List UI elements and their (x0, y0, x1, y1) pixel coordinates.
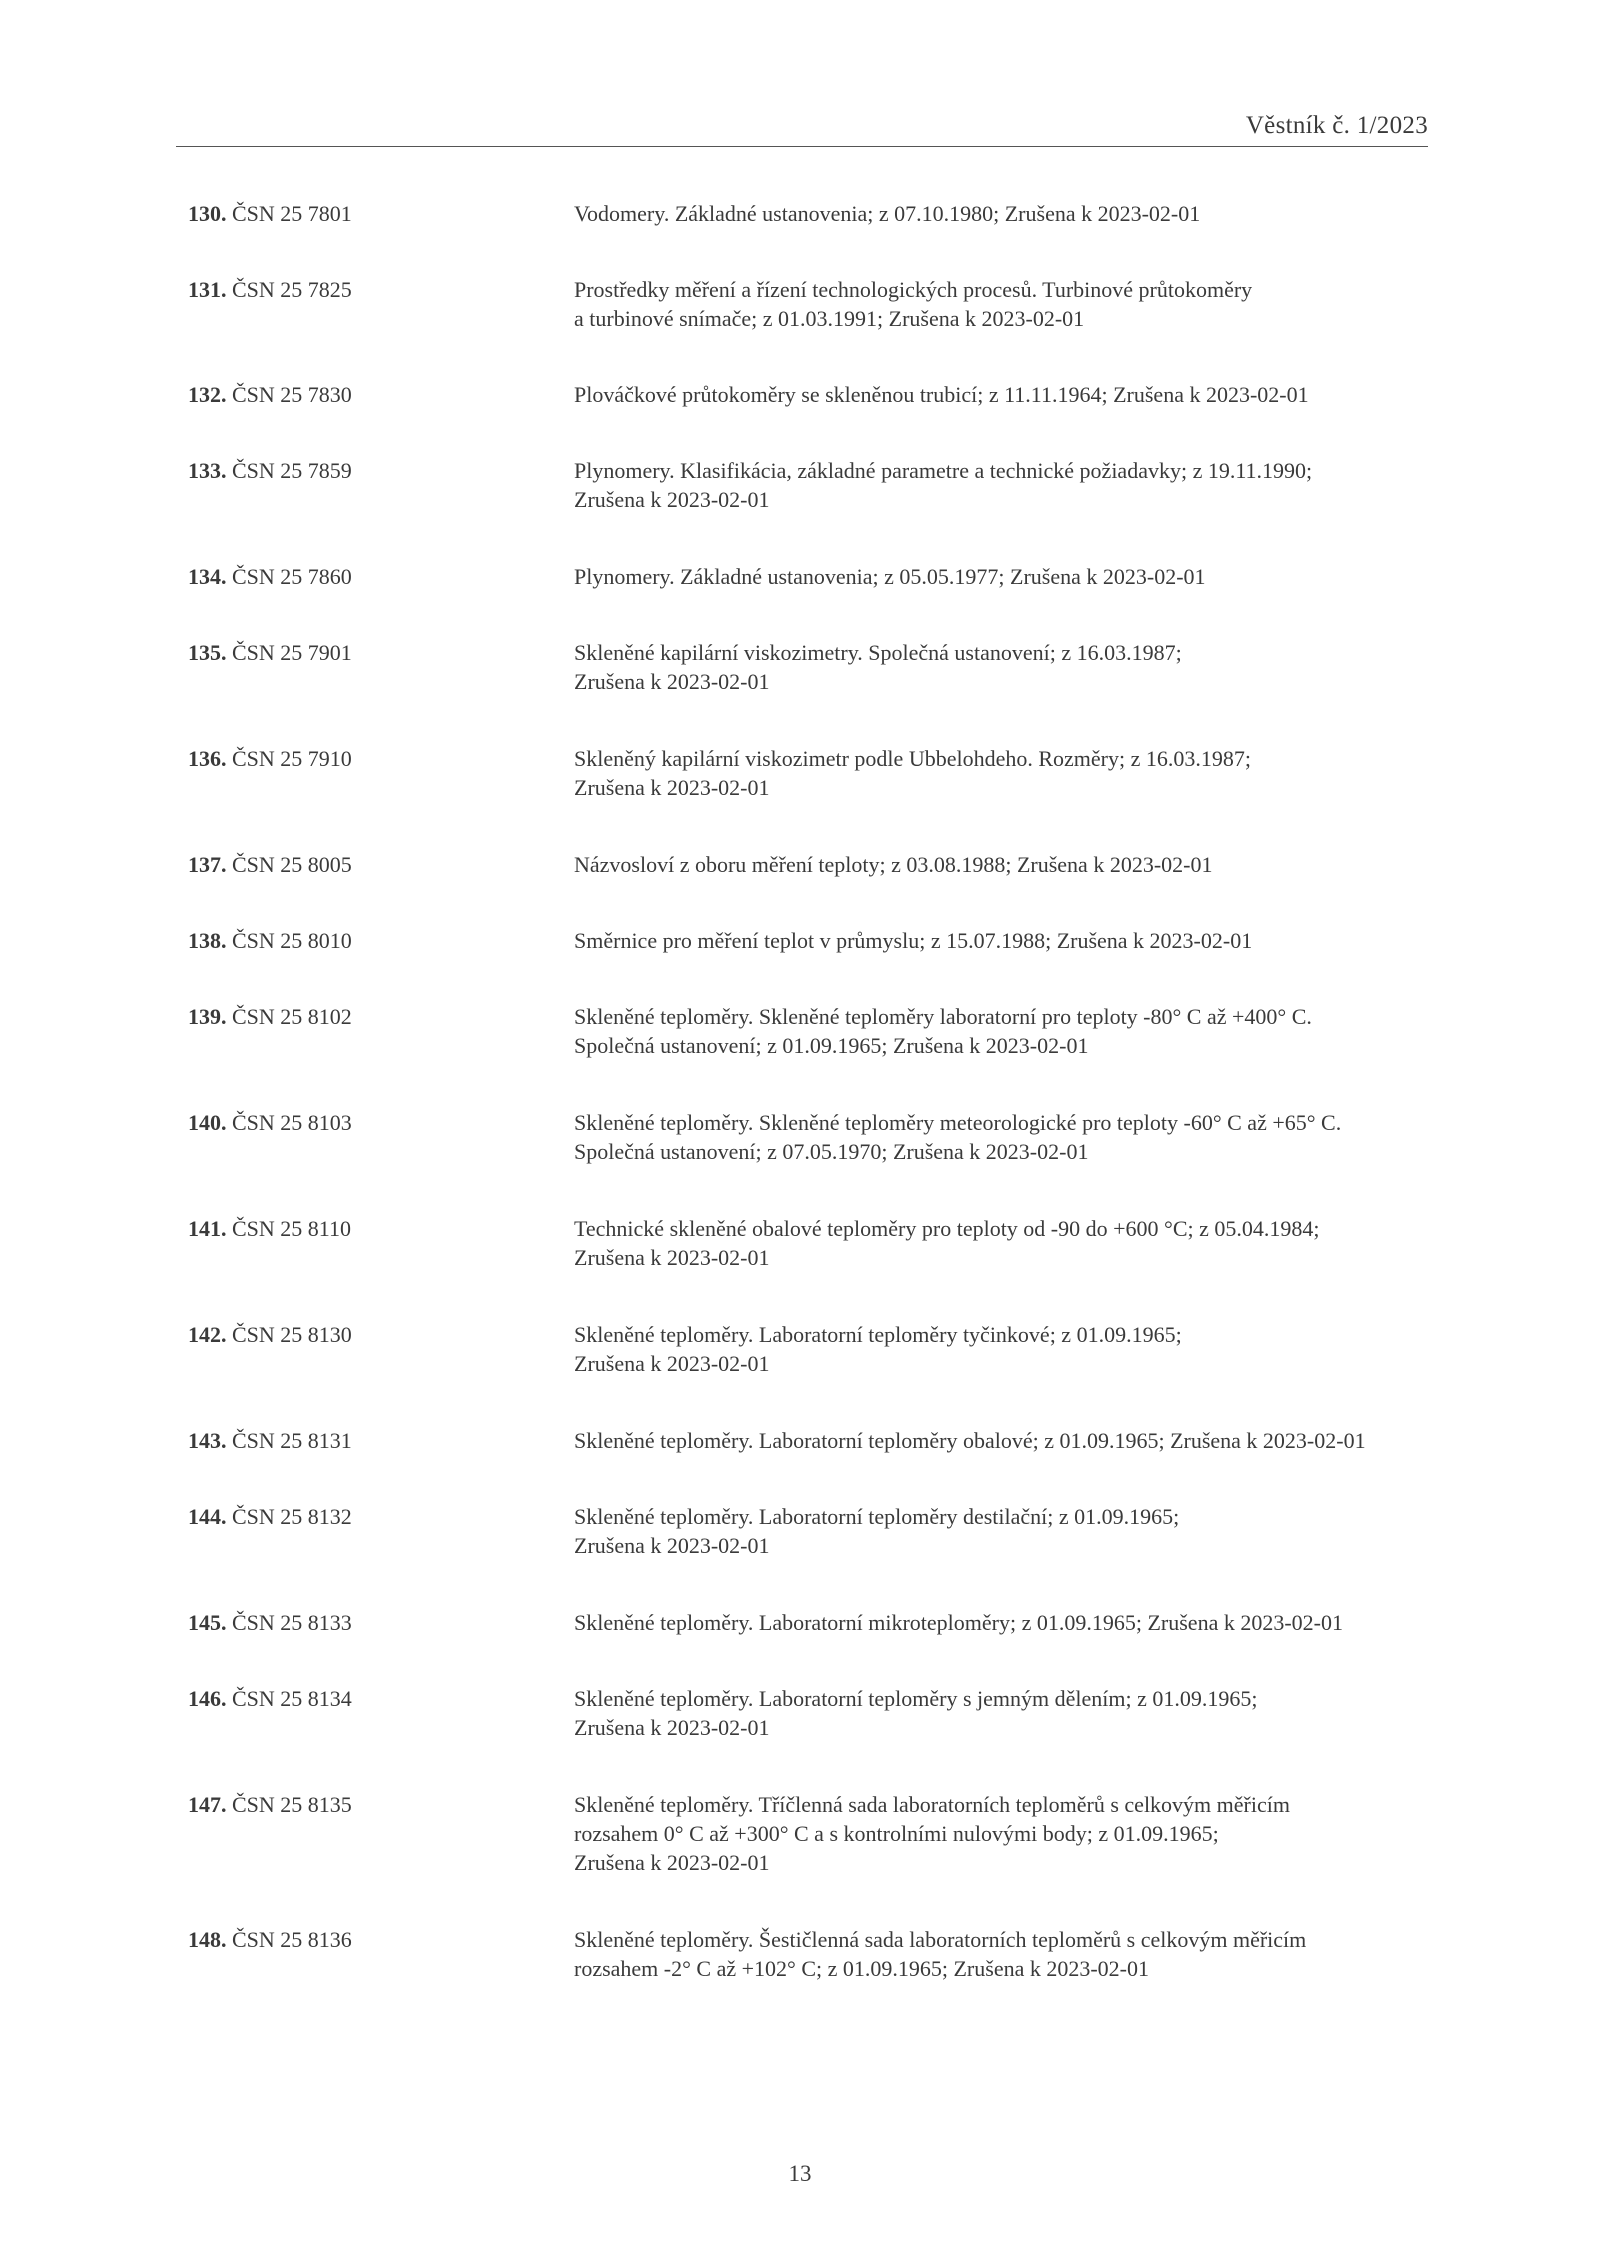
entry-number (188, 1426, 352, 1455)
standard-code: ČSN 25 8130 (232, 1322, 352, 1347)
standard-code: ČSN 25 7825 (232, 277, 352, 302)
description-line: Skleněné teploměry. Šestičlenná sada laboratorních teploměrů s celkovým měřicím (574, 1927, 1307, 1952)
description-line: Společná ustanovení; z 01.09.1965; Zrušena k 2023-02-01 (574, 1033, 1089, 1058)
description-line: Zrušena k 2023-02-01 (574, 1533, 770, 1558)
standard-description (574, 1426, 1434, 1455)
entry-number (188, 1108, 352, 1137)
standard-code: ČSN 25 8132 (232, 1504, 352, 1529)
standard-code: ČSN 25 8010 (232, 928, 352, 953)
item-index: 132. (188, 382, 227, 407)
entry-number (188, 850, 352, 879)
description-line: Skleněné kapilární viskozimetry. Společná ustanovení; z 16.03.1987; (574, 640, 1182, 665)
standard-description (574, 275, 1434, 333)
description-line: Zrušena k 2023-02-01 (574, 1715, 770, 1740)
standard-description (574, 380, 1434, 409)
standard-description (574, 1108, 1434, 1166)
entry-number (188, 926, 352, 955)
journal-title: Věstník č. 1/2023 (1245, 112, 1428, 139)
standard-description (574, 850, 1434, 879)
description-line: Zrušena k 2023-02-01 (574, 1351, 770, 1376)
standard-description (574, 1790, 1434, 1877)
standard-code: ČSN 25 8134 (232, 1686, 352, 1711)
standard-description (574, 638, 1434, 696)
description-line: Skleněný kapilární viskozimetr podle Ubbelohdeho. Rozměry; z 16.03.1987; (574, 746, 1251, 771)
standard-description (574, 926, 1434, 955)
description-line: Skleněné teploměry. Laboratorní mikroteploměry; z 01.09.1965; Zrušena k 2023-02-01 (574, 1610, 1343, 1635)
item-index: 148. (188, 1927, 227, 1952)
standard-code: ČSN 25 8131 (232, 1428, 352, 1453)
description-line: Zrušena k 2023-02-01 (574, 1850, 770, 1875)
entry-number (188, 380, 352, 409)
description-line: Skleněné teploměry. Laboratorní teploměry destilační; z 01.09.1965; (574, 1504, 1180, 1529)
entry-number (188, 275, 352, 304)
description-line: Zrušena k 2023-02-01 (574, 669, 770, 694)
description-line: Názvosloví z oboru měření teploty; z 03.08.1988; Zrušena k 2023-02-01 (574, 852, 1213, 877)
standard-code: ČSN 25 7860 (232, 564, 352, 589)
entry-number (188, 1214, 351, 1243)
standard-code: ČSN 25 8103 (232, 1110, 352, 1135)
standard-description (574, 1925, 1434, 1983)
item-index: 141. (188, 1216, 227, 1241)
entry-number (188, 1925, 352, 1954)
description-line: Skleněné teploměry. Laboratorní teploměry s jemným dělením; z 01.09.1965; (574, 1686, 1258, 1711)
description-line: Technické skleněné obalové teploměry pro teploty od -90 do +600 °C; z 05.04.1984; (574, 1216, 1320, 1241)
description-line: Skleněné teploměry. Laboratorní teploměry tyčinkové; z 01.09.1965; (574, 1322, 1182, 1347)
standard-code: ČSN 25 8110 (232, 1216, 351, 1241)
description-line: Plynomery. Základné ustanovenia; z 05.05.1977; Zrušena k 2023-02-01 (574, 564, 1206, 589)
item-index: 147. (188, 1792, 227, 1817)
entry-number (188, 638, 352, 667)
standard-description (574, 1608, 1434, 1637)
description-line: Skleněné teploměry. Laboratorní teploměry obalové; z 01.09.1965; Zrušena k 2023-02-01 (574, 1428, 1366, 1453)
description-line: Zrušena k 2023-02-01 (574, 775, 770, 800)
description-line: Prostředky měření a řízení technologických procesů. Turbinové průtokoměry (574, 277, 1253, 302)
entry-number (188, 1684, 352, 1713)
standard-description (574, 1684, 1434, 1742)
standard-code: ČSN 25 8005 (232, 852, 352, 877)
standard-code: ČSN 25 8136 (232, 1927, 352, 1952)
standard-description (574, 1502, 1434, 1560)
entry-number (188, 1502, 352, 1531)
item-index: 144. (188, 1504, 227, 1529)
standard-code: ČSN 25 7801 (232, 201, 352, 226)
standard-description (574, 562, 1434, 591)
entry-number (188, 456, 352, 485)
page-header (176, 112, 1428, 147)
item-index: 140. (188, 1110, 227, 1135)
standard-description (574, 199, 1434, 228)
item-index: 139. (188, 1004, 227, 1029)
description-line: Zrušena k 2023-02-01 (574, 1245, 770, 1270)
entry-number (188, 1608, 352, 1637)
entry-number (188, 744, 352, 773)
standard-description (574, 744, 1434, 802)
standard-code: ČSN 25 8133 (232, 1610, 352, 1635)
standard-description (574, 1320, 1434, 1378)
item-index: 146. (188, 1686, 227, 1711)
item-index: 130. (188, 201, 227, 226)
entry-number (188, 1002, 352, 1031)
standard-code: ČSN 25 7910 (232, 746, 352, 771)
item-index: 143. (188, 1428, 227, 1453)
item-index: 134. (188, 564, 227, 589)
description-line: Skleněné teploměry. Tříčlenná sada laboratorních teploměrů s celkovým měřicím (574, 1792, 1290, 1817)
standard-description (574, 1002, 1434, 1060)
page-number: 13 (788, 2161, 812, 2186)
item-index: 136. (188, 746, 227, 771)
description-line: Skleněné teploměry. Skleněné teploměry meteorologické pro teploty -60° C až +65° C. (574, 1110, 1342, 1135)
standard-description (574, 1214, 1434, 1272)
entry-number (188, 1320, 352, 1349)
description-line: Směrnice pro měření teplot v průmyslu; z 15.07.1988; Zrušena k 2023-02-01 (574, 928, 1253, 953)
description-line: Plováčkové průtokoměry se skleněnou trubicí; z 11.11.1964; Zrušena k 2023-02-01 (574, 382, 1309, 407)
entry-number (188, 199, 352, 228)
description-line: a turbinové snímače; z 01.03.1991; Zrušena k 2023-02-01 (574, 306, 1085, 331)
entry-number (188, 562, 352, 591)
description-line: Plynomery. Klasifikácia, základné parametre a technické požiadavky; z 19.11.1990; (574, 458, 1313, 483)
standard-description (574, 456, 1434, 514)
standard-code: ČSN 25 7859 (232, 458, 352, 483)
standard-code: ČSN 25 8135 (232, 1792, 352, 1817)
description-line: Skleněné teploměry. Skleněné teploměry laboratorní pro teploty -80° C až +400° C. (574, 1004, 1312, 1029)
description-line: Vodomery. Základné ustanovenia; z 07.10.1980; Zrušena k 2023-02-01 (574, 201, 1201, 226)
description-line: Společná ustanovení; z 07.05.1970; Zrušena k 2023-02-01 (574, 1139, 1089, 1164)
item-index: 142. (188, 1322, 227, 1347)
description-line: rozsahem 0° C až +300° C a s kontrolními nulovými body; z 01.09.1965; (574, 1821, 1219, 1846)
item-index: 133. (188, 458, 227, 483)
standard-code: ČSN 25 7901 (232, 640, 352, 665)
item-index: 145. (188, 1610, 227, 1635)
item-index: 138. (188, 928, 227, 953)
description-line: rozsahem -2° C až +102° C; z 01.09.1965; Zrušena k 2023-02-01 (574, 1956, 1149, 1981)
item-index: 137. (188, 852, 227, 877)
description-line: Zrušena k 2023-02-01 (574, 487, 770, 512)
item-index: 131. (188, 277, 227, 302)
item-index: 135. (188, 640, 227, 665)
standard-code: ČSN 25 7830 (232, 382, 352, 407)
entry-number (188, 1790, 352, 1819)
standard-code: ČSN 25 8102 (232, 1004, 352, 1029)
